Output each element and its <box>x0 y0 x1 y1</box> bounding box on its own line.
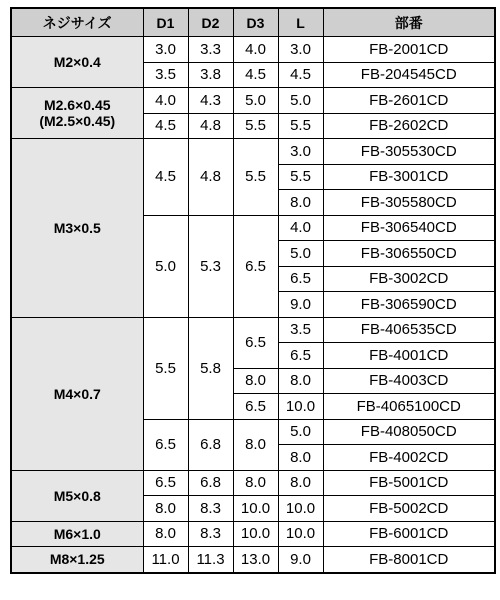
table-row <box>11 317 495 343</box>
l-cell: 3.0 <box>278 37 323 63</box>
part-number-cell: FB-305530CD <box>323 139 495 165</box>
part-number-cell: FB-5002CD <box>323 496 495 522</box>
screw-size-cell: M2×0.4 <box>11 37 143 88</box>
d1-cell: 6.5 <box>143 470 188 496</box>
d3-cell: 5.5 <box>233 113 278 139</box>
part-number-cell: FB-2602CD <box>323 113 495 139</box>
l-cell: 10.0 <box>278 521 323 547</box>
part-number-cell: FB-4002CD <box>323 445 495 471</box>
screw-size-cell: M8×1.25 <box>11 547 143 573</box>
d2-cell: 4.3 <box>188 88 233 114</box>
l-cell: 8.0 <box>278 368 323 394</box>
screw-size-cell <box>11 88 143 139</box>
d1-cell: 5.0 <box>143 215 188 317</box>
l-cell: 9.0 <box>278 292 323 318</box>
d1-cell: 3.0 <box>143 37 188 63</box>
d1-cell: 8.0 <box>143 521 188 547</box>
d2-cell: 3.3 <box>188 37 233 63</box>
screw-size-cell: M6×1.0 <box>11 521 143 547</box>
l-cell: 6.5 <box>278 343 323 369</box>
part-number-cell: FB-5001CD <box>323 470 495 496</box>
header-screw-size: ネジサイズ <box>11 8 143 37</box>
l-cell: 3.5 <box>278 317 323 343</box>
d1-cell: 3.5 <box>143 62 188 88</box>
l-cell: 4.5 <box>278 62 323 88</box>
d2-cell: 8.3 <box>188 521 233 547</box>
table-row <box>11 547 495 573</box>
table-row <box>11 139 495 165</box>
l-cell: 5.0 <box>278 241 323 267</box>
d3-cell: 8.0 <box>233 368 278 394</box>
d3-cell: 13.0 <box>233 547 278 573</box>
screw-size-cell: M4×0.7 <box>11 317 143 470</box>
d1-cell: 6.5 <box>143 419 188 470</box>
screw-size-primary: M2.6×0.45 <box>43 97 111 113</box>
d2-cell: 6.8 <box>188 419 233 470</box>
d2-cell: 8.3 <box>188 496 233 522</box>
l-cell: 9.0 <box>278 547 323 573</box>
l-cell: 10.0 <box>278 394 323 420</box>
d3-cell: 4.5 <box>233 62 278 88</box>
l-cell: 3.0 <box>278 139 323 165</box>
l-cell: 5.0 <box>278 419 323 445</box>
header-d2: D2 <box>188 8 233 37</box>
header-row <box>11 8 495 37</box>
d3-cell: 10.0 <box>233 521 278 547</box>
d3-cell: 10.0 <box>233 496 278 522</box>
d1-cell: 4.0 <box>143 88 188 114</box>
part-number-cell: FB-4003CD <box>323 368 495 394</box>
l-cell: 8.0 <box>278 190 323 216</box>
part-number-cell: FB-306550CD <box>323 241 495 267</box>
l-cell: 8.0 <box>278 445 323 471</box>
d3-cell: 4.0 <box>233 37 278 63</box>
l-cell: 10.0 <box>278 496 323 522</box>
d3-cell: 5.0 <box>233 88 278 114</box>
d1-cell: 4.5 <box>143 113 188 139</box>
part-number-cell: FB-3001CD <box>323 164 495 190</box>
l-cell: 5.5 <box>278 113 323 139</box>
d2-cell: 5.3 <box>188 215 233 317</box>
d1-cell: 5.5 <box>143 317 188 419</box>
part-number-cell: FB-4001CD <box>323 343 495 369</box>
spec-table <box>10 7 496 574</box>
d2-cell: 5.8 <box>188 317 233 419</box>
d2-cell: 6.8 <box>188 470 233 496</box>
d3-cell: 6.5 <box>233 215 278 317</box>
d2-cell: 4.8 <box>188 113 233 139</box>
part-number-cell: FB-4065100CD <box>323 394 495 420</box>
part-number-cell: FB-306590CD <box>323 292 495 318</box>
part-number-cell: FB-406535CD <box>323 317 495 343</box>
d2-cell: 11.3 <box>188 547 233 573</box>
header-part-number: 部番 <box>323 8 495 37</box>
d1-cell: 8.0 <box>143 496 188 522</box>
header-l: L <box>278 8 323 37</box>
screw-size-cell: M5×0.8 <box>11 470 143 521</box>
part-number-cell: FB-204545CD <box>323 62 495 88</box>
part-number-cell: FB-2001CD <box>323 37 495 63</box>
d3-cell: 8.0 <box>233 419 278 470</box>
l-cell: 6.5 <box>278 266 323 292</box>
header-d3: D3 <box>233 8 278 37</box>
d2-cell: 4.8 <box>188 139 233 216</box>
d3-cell: 5.5 <box>233 139 278 216</box>
part-number-cell: FB-306540CD <box>323 215 495 241</box>
d1-cell: 11.0 <box>143 547 188 573</box>
l-cell: 8.0 <box>278 470 323 496</box>
header-d1: D1 <box>143 8 188 37</box>
screw-size-cell: M3×0.5 <box>11 139 143 318</box>
part-number-cell: FB-3002CD <box>323 266 495 292</box>
part-number-cell: FB-6001CD <box>323 521 495 547</box>
l-cell: 4.0 <box>278 215 323 241</box>
part-number-cell: FB-8001CD <box>323 547 495 573</box>
l-cell: 5.0 <box>278 88 323 114</box>
spec-table-container <box>10 7 494 591</box>
table-row <box>11 37 495 63</box>
part-number-cell: FB-2601CD <box>323 88 495 114</box>
d1-cell: 4.5 <box>143 139 188 216</box>
d3-cell: 6.5 <box>233 317 278 368</box>
screw-size-alternate: (M2.5×0.45) <box>39 113 116 129</box>
d2-cell: 3.8 <box>188 62 233 88</box>
d3-cell: 6.5 <box>233 394 278 420</box>
d3-cell: 8.0 <box>233 470 278 496</box>
part-number-cell: FB-305580CD <box>323 190 495 216</box>
part-number-cell: FB-408050CD <box>323 419 495 445</box>
table-row <box>11 521 495 547</box>
table-row <box>11 470 495 496</box>
l-cell: 5.5 <box>278 164 323 190</box>
table-row <box>11 88 495 114</box>
